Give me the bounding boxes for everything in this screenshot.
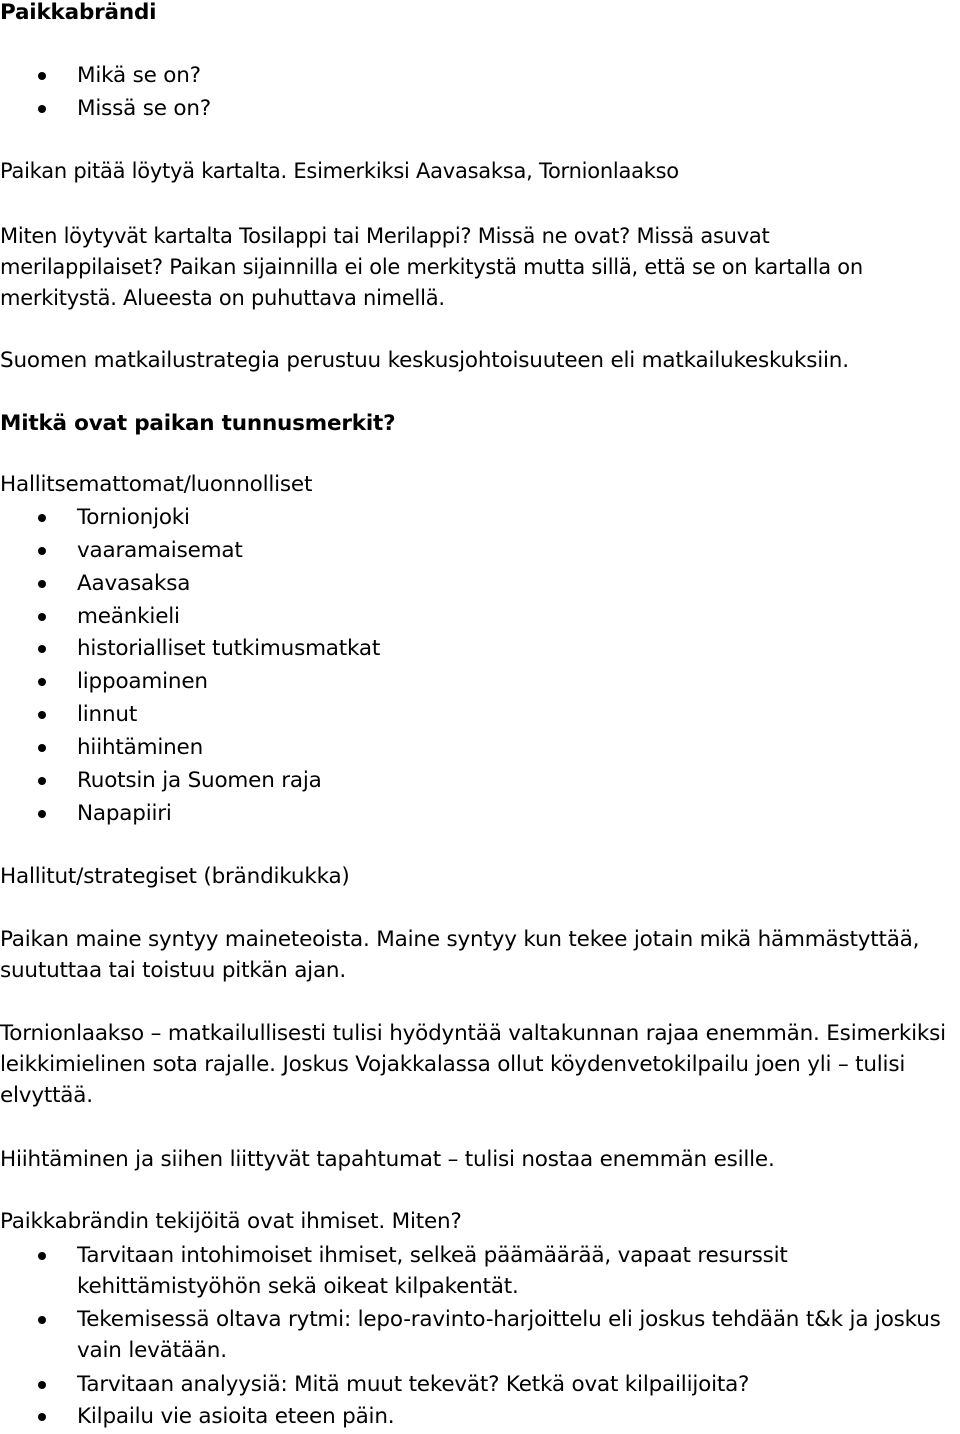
list-item: Mikä se on? bbox=[77, 63, 201, 88]
paragraph: Hiihtäminen ja siihen liittyvät tapahtumat – tulisi nostaa enemmän esille. bbox=[0, 1147, 775, 1172]
paragraph: Paikan pitää löytyä kartalta. Esimerkiksi Aavasaksa, Tornionlaakso bbox=[0, 159, 679, 183]
list-item: Ruotsin ja Suomen raja bbox=[77, 768, 322, 793]
list-item: Tekemisessä oltava rytmi: lepo-ravinto-harjoittelu eli joskus tehdään t&k ja joskus bbox=[77, 1307, 941, 1332]
bullet-icon bbox=[38, 777, 46, 785]
list-item: Napapiiri bbox=[77, 801, 172, 826]
natural-heading: Hallitsemattomat/luonnolliset bbox=[0, 472, 313, 497]
bullet-icon bbox=[38, 1316, 46, 1324]
bullet-icon bbox=[38, 744, 46, 752]
paragraph-line: merilappilaiset? Paikan sijainnilla ei ole merkitystä mutta sillä, että se on kartalla on bbox=[0, 255, 863, 279]
paragraph-line: leikkimielinen sota rajalle. Joskus Vojakkalassa ollut köydenvetokilpailu joen yli – tulisi bbox=[0, 1052, 906, 1077]
list-item: Kilpailu vie asioita eteen päin. bbox=[77, 1404, 395, 1429]
list-item: Aavasaksa bbox=[77, 571, 191, 596]
bullet-icon bbox=[38, 711, 46, 719]
paragraph-line: elvyttää. bbox=[0, 1083, 93, 1108]
bullet-icon bbox=[38, 678, 46, 686]
bullet-icon bbox=[38, 105, 46, 113]
list-item-continuation: vain levätään. bbox=[77, 1338, 227, 1363]
section-question: Mitkä ovat paikan tunnusmerkit? bbox=[0, 411, 396, 436]
bullet-icon bbox=[38, 547, 46, 555]
list-item: lippoaminen bbox=[77, 669, 208, 694]
bullet-icon bbox=[38, 72, 46, 80]
bullet-icon bbox=[38, 645, 46, 653]
list-item: Tarvitaan intohimoiset ihmiset, selkeä päämäärää, vapaat resurssit bbox=[77, 1243, 788, 1268]
bullet-icon bbox=[38, 613, 46, 621]
list-item: historialliset tutkimusmatkat bbox=[77, 636, 381, 661]
paragraph: Suomen matkailustrategia perustuu keskusjohtoisuuteen eli matkailukeskuksiin. bbox=[0, 348, 849, 373]
list-item-continuation: kehittämistyöhön sekä oikeat kilpakentät. bbox=[77, 1274, 519, 1299]
bullet-icon bbox=[38, 514, 46, 522]
list-item: linnut bbox=[77, 702, 138, 727]
paragraph-line: Miten löytyvät kartalta Tosilappi tai Merilappi? Missä ne ovat? Missä asuvat bbox=[0, 224, 770, 248]
bullet-icon bbox=[38, 580, 46, 588]
makers-heading: Paikkabrändin tekijöitä ovat ihmiset. Miten? bbox=[0, 1209, 462, 1234]
bullet-icon bbox=[38, 1381, 46, 1389]
paragraph-line: Paikan maine syntyy maineteoista. Maine syntyy kun tekee jotain mikä hämmästyttää, bbox=[0, 927, 920, 952]
paragraph-line: Tornionlaakso – matkailullisesti tulisi hyödyntää valtakunnan rajaa enemmän. Esimerkiksi bbox=[0, 1021, 946, 1046]
paragraph-line: merkitystä. Alueesta on puhuttava nimellä. bbox=[0, 286, 445, 310]
bullet-icon bbox=[38, 810, 46, 818]
bullet-icon bbox=[38, 1252, 46, 1260]
list-item: hiihtäminen bbox=[77, 735, 204, 760]
list-item: Tornionjoki bbox=[77, 505, 190, 530]
paragraph-line: suututtaa tai toistuu pitkän ajan. bbox=[0, 958, 346, 983]
document-title: Paikkabrändi bbox=[0, 0, 157, 25]
managed-heading: Hallitut/strategiset (brändikukka) bbox=[0, 864, 350, 889]
list-item: Missä se on? bbox=[77, 96, 211, 121]
list-item: meänkieli bbox=[77, 604, 180, 629]
list-item: Tarvitaan analyysiä: Mitä muut tekevät? Ketkä ovat kilpailijoita? bbox=[77, 1372, 750, 1397]
bullet-icon bbox=[38, 1413, 46, 1421]
list-item: vaaramaisemat bbox=[77, 538, 243, 563]
